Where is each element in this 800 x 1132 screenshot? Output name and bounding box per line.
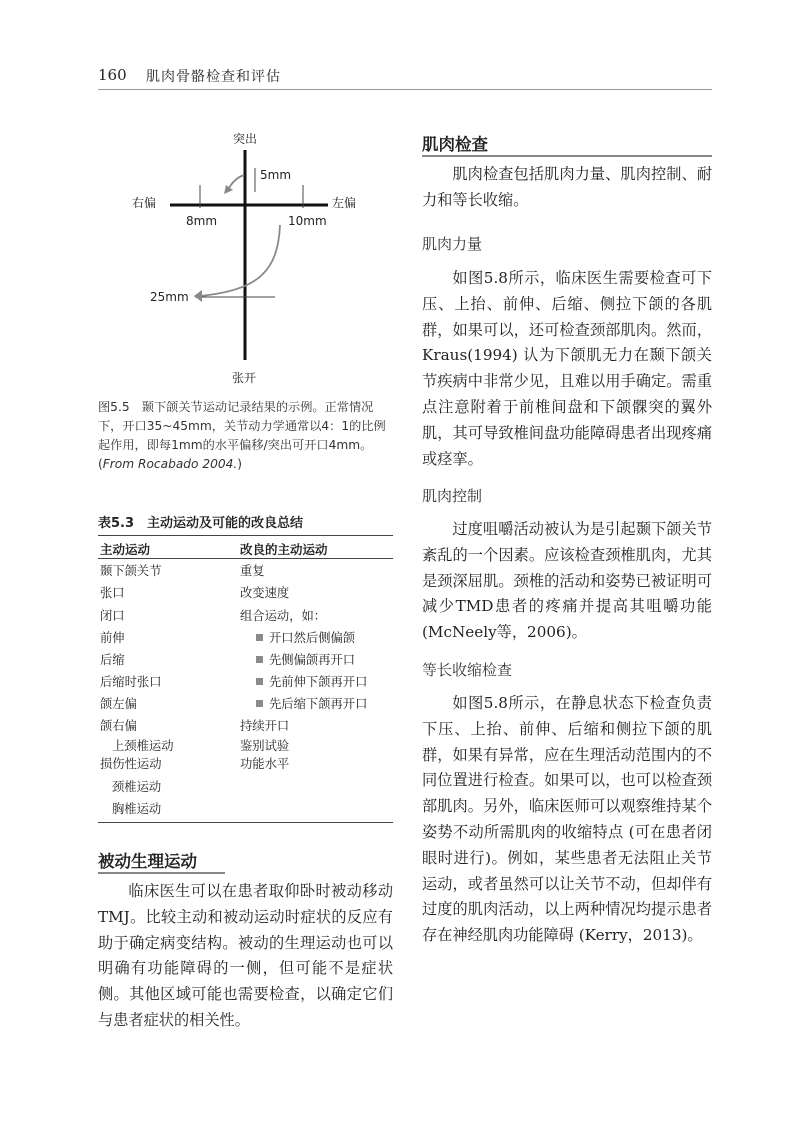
paragraph-passive xyxy=(98,879,393,1034)
paragraph-text: 肌肉检查包括肌肉力量、肌肉控制、耐力和等长收缩。 xyxy=(422,165,712,209)
table-cell: 功能水平 xyxy=(240,757,290,771)
paragraph-control xyxy=(422,517,712,646)
paragraph-text: 如图5.8所示，临床医生需要检查可下压、上抬、前伸、后缩、侧拉下颌的各肌群，如果可以，还可检查颈部肌肉。然而，Kraus(1994) 认为下颌肌无力在颞下颌关节疾病中非常少见，且难以用手确定。需重点注意附着于前椎间盘和下颌髁突的翼外肌，其可导致椎间盘功能障碍患者出现疼痛或痉挛。 xyxy=(422,269,712,468)
caption-suffix: ) xyxy=(237,457,243,471)
table-cell: 后缩 xyxy=(100,653,125,667)
table-cell: 颞下颌关节 xyxy=(100,564,162,578)
square-bullet-icon xyxy=(256,656,263,663)
bullet-text: 开口然后侧偏颌 xyxy=(269,631,356,645)
label-25mm: 25mm xyxy=(150,290,189,304)
paragraph-muscle-intro xyxy=(422,162,712,214)
label-protrusion: 突出 xyxy=(233,132,258,146)
table-header-col2: 改良的主动运动 xyxy=(240,542,328,557)
tmj-motion-diagram xyxy=(120,130,380,390)
table-bullet-item xyxy=(256,674,367,690)
table-cell: 持续开口 xyxy=(240,719,290,733)
table-header-rule xyxy=(98,558,393,559)
label-5mm: 5mm xyxy=(260,168,292,182)
table-cell: 颌左偏 xyxy=(100,697,137,711)
tmj-diagram-svg xyxy=(120,130,380,390)
label-left-deviation: 左偏 xyxy=(332,196,357,210)
table-top-rule xyxy=(98,535,393,536)
table-header-col1: 主动运动 xyxy=(100,542,151,557)
table-cell: 损伤性运动 xyxy=(100,757,162,771)
square-bullet-icon xyxy=(256,634,263,641)
paragraph-isometric xyxy=(422,691,712,949)
subheading-control: 肌肉控制 xyxy=(422,487,483,505)
section-underline xyxy=(98,872,225,874)
table-cell: 颈椎运动 xyxy=(112,780,162,794)
table-cell: 鉴别试验 xyxy=(240,739,290,753)
paragraph-text: 临床医生可以在患者取仰卧时被动移动TMJ。比较主动和被动运动时症状的反应有助于确定病变结构。被动的生理运动也可以明确有功能障碍的一侧，但可能不是症状侧。其他区域可能也需要检查，以确定它们与患者症状的相关性。 xyxy=(98,882,393,1029)
table-title: 表5.3 主动运动及可能的改良总结 xyxy=(98,516,304,531)
label-right-deviation: 右偏 xyxy=(132,196,157,210)
table-cell: 改变速度 xyxy=(240,586,290,600)
bullet-text: 先侧偏颌再开口 xyxy=(269,653,356,667)
paragraph-text: 如图5.8所示，在静息状态下检查负责下压、上抬、前伸、后缩和侧拉下颌的肌群，如果有异常，应在生理活动范围内的不同位置进行检查。如果可以，也可以检查颈部肌肉。另外，临床医师可以观察维持某个姿势不动所需肌肉的收缩特点 (可在患者闭眼时进行)。例如，某些患者无法阻止关节运动，或者虽然可以让关节不动，但却伴有过度的肌肉活动，以上两种情况均提示患者存在神经肌肉功能障碍 (Kerry，2013)。 xyxy=(422,694,712,945)
table-cell: 前伸 xyxy=(100,631,125,645)
paragraph-strength xyxy=(422,266,712,472)
label-8mm: 8mm xyxy=(186,214,218,228)
paragraph-text: 过度咀嚼活动被认为是引起颞下颌关节紊乱的一个因素。应该检查颈椎肌肉，尤其是颈深屈肌。颈椎的活动和姿势已被证明可减少TMD患者的疼痛并提高其咀嚼功能 (McNeely等，2006)。 xyxy=(422,520,712,642)
figure-caption xyxy=(98,398,393,474)
caption-source: From Rocabado 2004. xyxy=(102,457,238,471)
square-bullet-icon xyxy=(256,678,263,685)
header-rule xyxy=(98,89,712,90)
bullet-text: 先后缩下颌再开口 xyxy=(269,697,368,711)
table-bottom-rule xyxy=(98,822,393,823)
bullet-text: 先前伸下颌再开口 xyxy=(269,675,368,689)
label-opening: 张开 xyxy=(232,371,257,385)
section-heading-passive: 被动生理运动 xyxy=(98,852,197,871)
label-10mm: 10mm xyxy=(288,214,327,228)
section-underline xyxy=(422,155,712,157)
table-cell: 张口 xyxy=(100,586,125,600)
subheading-strength: 肌肉力量 xyxy=(422,235,483,253)
subheading-isometric: 等长收缩检查 xyxy=(422,661,513,679)
book-title: 肌肉骨骼检查和评估 xyxy=(146,69,281,85)
square-bullet-icon xyxy=(256,700,263,707)
table-bullet-item xyxy=(256,630,355,646)
table-bullet-item xyxy=(256,652,355,668)
table-cell: 上颈椎运动 xyxy=(112,739,174,753)
caption-text: 图5.5 颞下颌关节运动记录结果的示例。正常情况下，开口35~45mm，关节动力学通常以4：1的比例起作用，即每1mm的水平偏移/突出可开口4mm。( xyxy=(98,400,386,471)
page-number: 160 xyxy=(98,66,127,84)
table-cell: 重复 xyxy=(240,564,265,578)
table-cell: 闭口 xyxy=(100,609,125,623)
table-cell: 组合运动，如： xyxy=(240,609,327,623)
table-cell: 胸椎运动 xyxy=(112,802,162,816)
table-cell: 颌右偏 xyxy=(100,719,137,733)
table-cell: 后缩时张口 xyxy=(100,675,162,689)
table-bullet-item xyxy=(256,696,367,712)
section-heading-muscle: 肌肉检查 xyxy=(422,135,488,154)
